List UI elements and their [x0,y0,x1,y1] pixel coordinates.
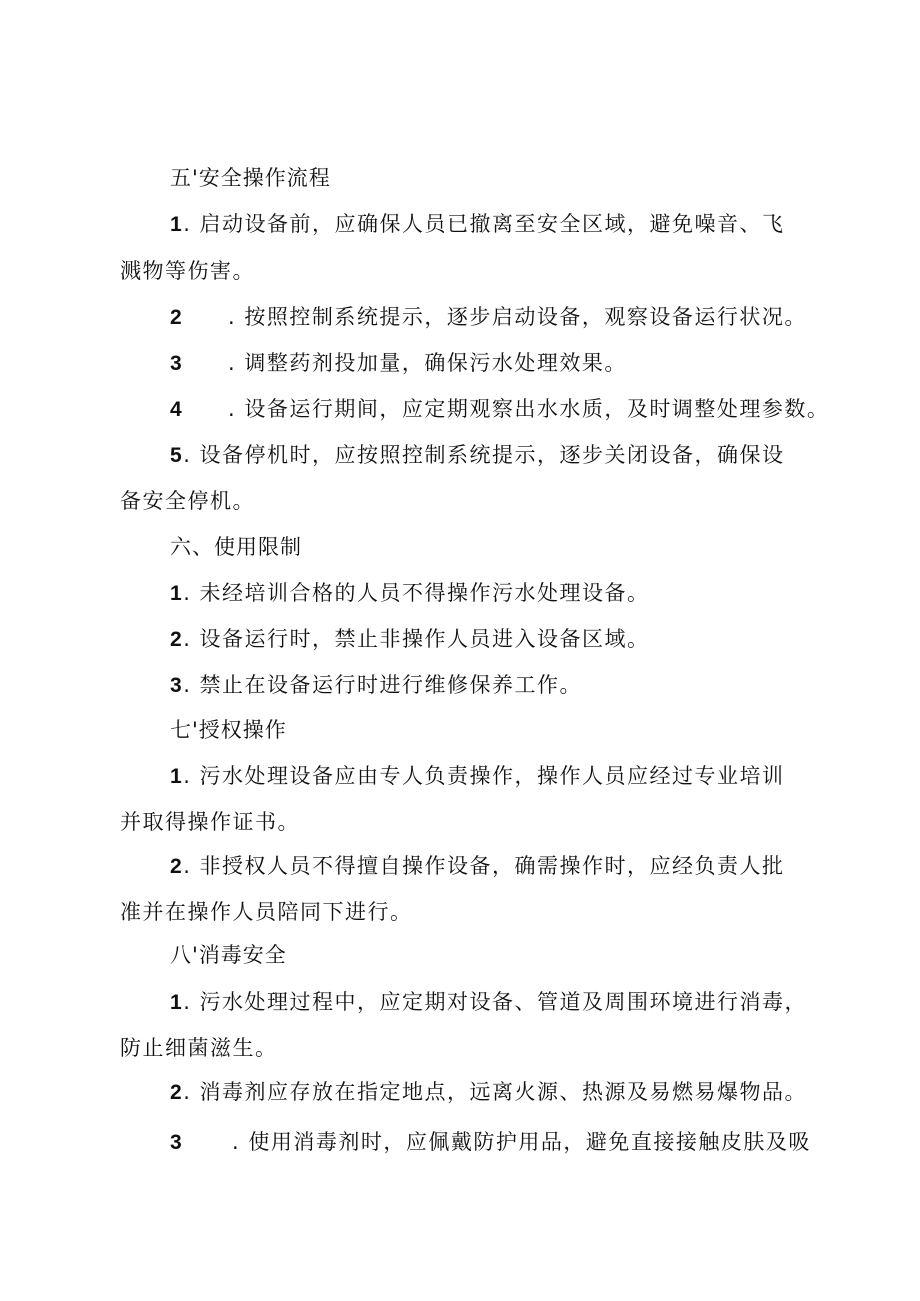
item-number: 4 [170,398,184,421]
item-number: 3 [170,1131,184,1154]
item-text: . 设备运行时，禁止非操作人员进入设备区域。 [183,627,650,651]
item-number: 5 [170,444,184,467]
item-text: . 未经培训合格的人员不得操作污水处理设备。 [183,581,650,605]
list-item [170,348,627,379]
item-text: . 禁止在设备运行时进行维修保养工作。 [183,673,583,697]
item-number: 2 [170,628,184,651]
list-item [170,851,785,882]
list-item [170,1127,811,1158]
item-number: 3 [170,352,184,375]
list-item [170,440,785,471]
list-item [170,624,650,655]
list-item [170,394,829,425]
item-text: . 非授权人员不得擅自操作设备，确需操作时，应经负责人批 [183,854,785,878]
item-text: . 设备停机时，应按照控制系统提示，逐步关闭设备，确保设 [183,443,785,467]
item-number: 1 [170,582,184,605]
section-heading: 六、使用限制 [170,535,302,559]
item-number: 1 [170,213,184,236]
item-text-continuation: 备安全停机。 [120,489,255,513]
item-number: 2 [170,306,184,329]
item-text: . 设备运行期间，应定期观察出水水质，及时调整处理参数。 [228,397,830,421]
list-item [170,302,807,333]
list-item [170,670,582,701]
item-number: 3 [170,674,184,697]
section-heading: 八'消毒安全 [170,943,287,967]
item-text: . 启动设备前，应确保人员已撤离至安全区域，避免噪音、飞 [183,212,785,236]
item-text-continuation: 准并在操作人员陪同下进行。 [120,900,413,924]
item-number: 1 [170,765,184,788]
item-number: 2 [170,855,184,878]
item-text-continuation: 溅物等伤害。 [120,259,255,283]
list-item [170,578,650,609]
list-item [170,987,807,1018]
item-text-continuation: 防止细菌滋生。 [120,1036,278,1060]
item-text: . 消毒剂应存放在指定地点，远离火源、热源及易燃易爆物品。 [183,1080,808,1104]
item-text: . 按照控制系统提示，逐步启动设备，观察设备运行状况。 [228,305,807,329]
list-item [170,209,785,240]
list-item [170,761,785,792]
item-text-continuation: 并取得操作证书。 [120,810,300,834]
item-number: 1 [170,991,184,1014]
item-text: . 使用消毒剂时，应佩戴防护用品，避免直接接触皮肤及吸 [232,1130,811,1154]
list-item [170,1077,807,1108]
item-text: . 污水处理过程中，应定期对设备、管道及周围环境进行消毒， [183,990,808,1014]
section-heading: 七'授权操作 [170,718,287,742]
item-text: . 污水处理设备应由专人负责操作，操作人员应经过专业培训 [183,764,785,788]
item-number: 2 [170,1081,184,1104]
section-heading: 五'安全操作流程 [170,166,331,190]
item-text: . 调整药剂投加量，确保污水处理效果。 [228,351,627,375]
